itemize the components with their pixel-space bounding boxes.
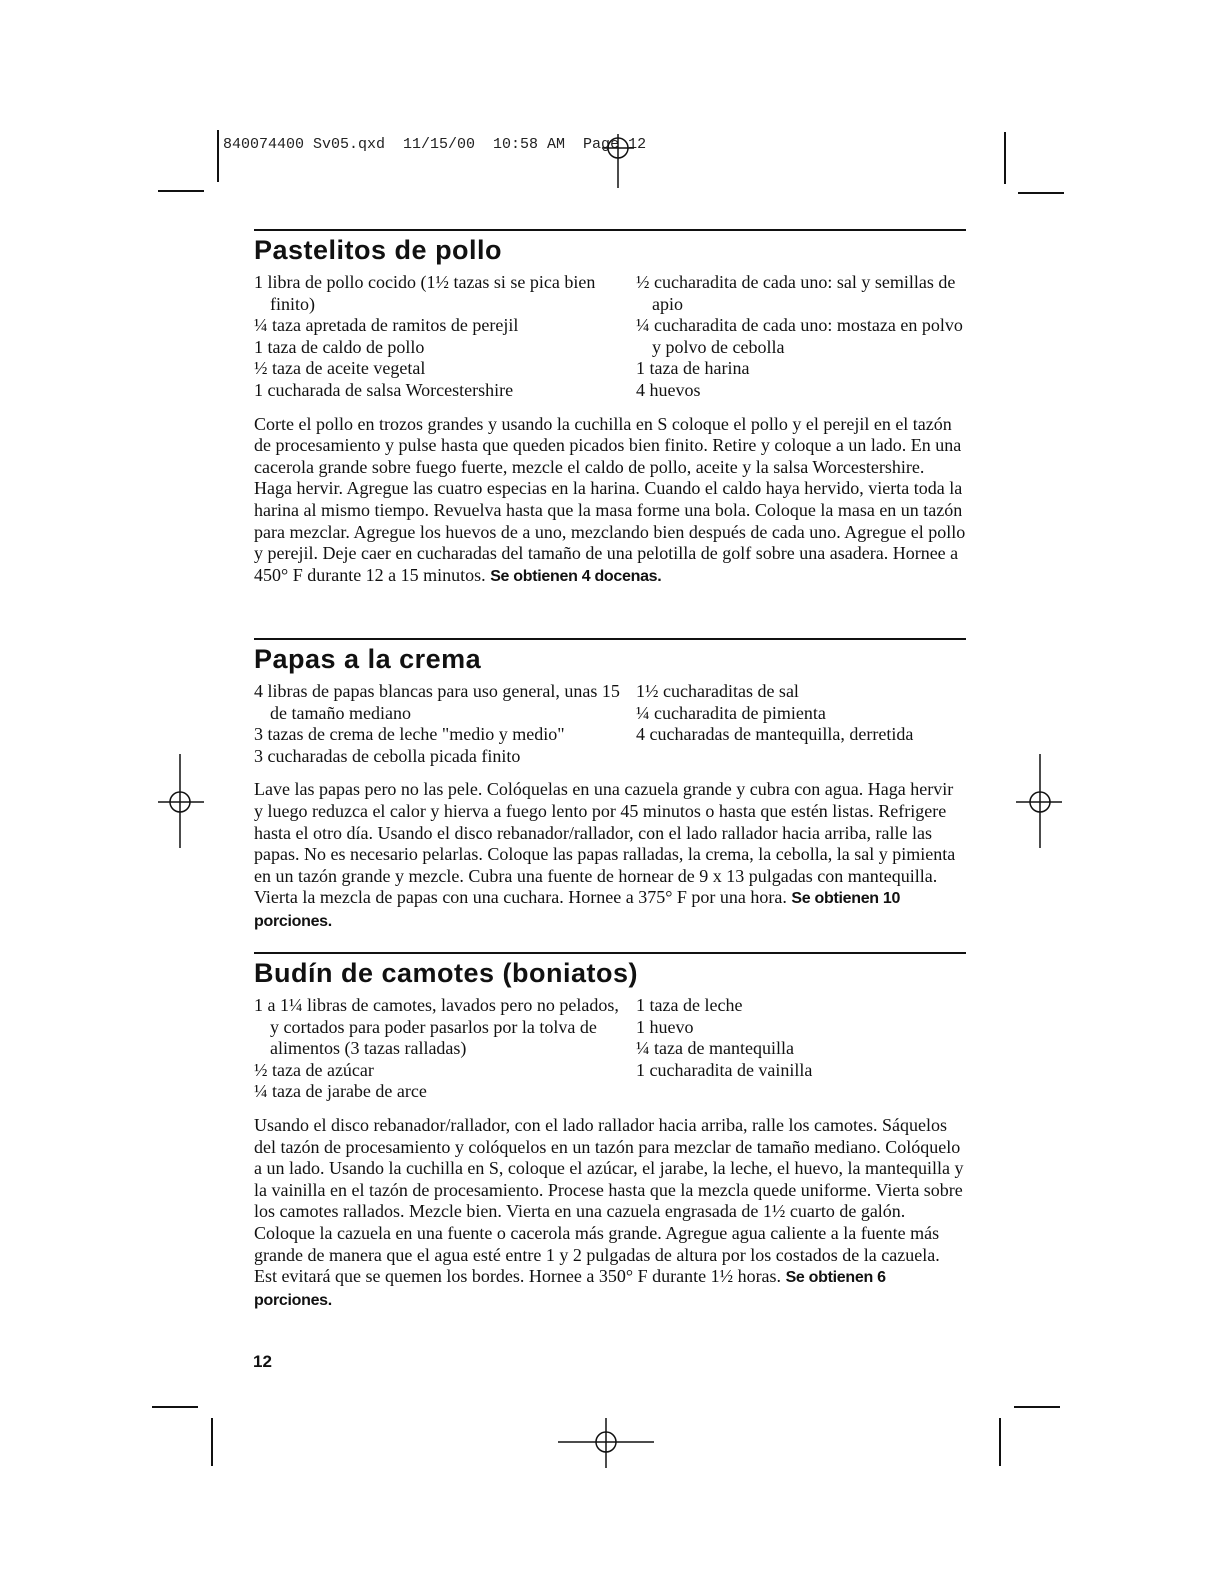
recipe-papas [254, 638, 966, 951]
section-rule [254, 638, 966, 640]
ingredient-item: ½ cucharadita de cada uno: sal y semillas de apio [636, 272, 956, 314]
ingredient-item: 4 huevos [636, 379, 701, 400]
ingredient-item: 3 cucharadas de cebolla picada finito [254, 745, 521, 766]
ingredient-item: 1 a 1¼ libras de camotes, lavados pero no pelados, y cortados para poder pasarlos por la tolva de alimentos (3 tazas ralladas) [254, 995, 619, 1059]
recipe-method [254, 779, 966, 932]
ingredient-column [254, 995, 636, 1103]
ingredient-item: 1 taza de harina [636, 358, 750, 379]
recipe-method [254, 414, 966, 588]
ingredient-item: 1½ cucharaditas de sal [636, 681, 799, 701]
ingredient-list [254, 995, 966, 1103]
recipe-yield: Se obtienen 4 docenas. [490, 567, 662, 585]
ingredient-item: ¼ taza de mantequilla [636, 1038, 794, 1059]
ingredient-item: ½ taza de azúcar [254, 1059, 374, 1080]
crop-mark [158, 190, 204, 192]
recipe-title: Papas a la crema [254, 644, 482, 674]
ingredient-column [636, 995, 966, 1103]
page-number: 12 [253, 1352, 272, 1371]
method-text: Lave las papas pero no las pele. Colóquelas en una cazuela grande y cubra con agua. Haga hervir y luego reduzca el calor y hierva a fuego lento por 45 minutos o hasta que estén listas. Refrigere hasta el otro día. Usando el disco rebanador/rallador, con el lado rallador hacia arriba, ralle las papas. No es necesario pelarlas. Coloque las papas ralladas, la crema, la cebolla, la sal y pimienta en un tazón grande y mezcle. Cubra una fuente de hornear de 9 x 13 pulgadas con mantequilla. Vierta la mezcla de papas con una cuchara. Hornee a 375° F por una hora. [254, 779, 956, 908]
ingredient-item: 3 tazas de crema de leche "medio y medio" [254, 724, 565, 745]
ingredient-list [254, 272, 966, 402]
ingredient-column [636, 681, 966, 767]
ingredient-item: ¼ taza apretada de ramitos de perejil [254, 315, 519, 336]
crop-mark [217, 130, 219, 182]
ingredient-item: 4 libras de papas blancas para uso general, unas 15 de tamaño mediano [254, 681, 620, 723]
ingredient-column [254, 681, 636, 767]
ingredient-item: 1 huevo [636, 1016, 694, 1037]
registration-mark-icon [588, 130, 648, 190]
section-rule [254, 952, 966, 954]
ingredient-item: ¼ taza de jarabe de arce [254, 1081, 427, 1102]
registration-mark-icon [156, 752, 206, 852]
slug-line: 840074400 Sv05.qxd 11/15/00 10:58 AM Page 12 [223, 136, 647, 153]
ingredient-item: 1 taza de leche [636, 995, 743, 1015]
ingredient-column [636, 272, 966, 402]
recipe-method [254, 1115, 966, 1311]
registration-mark-icon [556, 1414, 656, 1470]
recipe-pastelitos [254, 229, 966, 605]
method-text: Corte el pollo en trozos grandes y usando la cuchilla en S coloque el pollo y el perejil en el tazón de procesamiento y pulse hasta que queden picados bien finito. Retire y coloque a un lado. En una cacerola grande sobre fuego fuerte, mezcle el caldo de pollo, aceite y la salsa Worcestershire. Haga hervir. Agregue las cuatro especias en la harina. Cuando el caldo haya hervido, vierta toda la harina al mismo tiempo. Revuelva hasta que la masa forme una bola. Coloque la masa en un tazón para mezclar. Agregue los huevos de a uno, mezclando bien después de cada uno. Agregue el pollo y perejil. Deje caer en cucharadas del tamaño de una pelotilla de golf sobre una asadera. Hornee a 450° F durante 12 a 15 minutos. [254, 413, 966, 585]
ingredient-column [254, 272, 636, 402]
recipe-budin [254, 952, 966, 1329]
method-text: Usando el disco rebanador/rallador, con el lado rallador hacia arriba, ralle los camotes. Sáquelos del tazón de procesamiento y colóquelos en un tazón para mezclar de tamaño mediano. Colóquelo a un lado. Usando la cuchilla en S, coloque el azúcar, el jarabe, la leche, el huevo, la mantequilla y la vainilla en el tazón de procesamiento. Procese hasta que la mezcla quede uniforme. Vierta sobre los camotes rallados. Mezcle bien. Vierta en una cazuela engrasada de 1½ cuarto de galón. Coloque la cazuela en una fuente o cacerola más grande. Agregue agua caliente a la fuente más grande de manera que el agua esté entre 1 y 2 pulgadas de altura por los costados de la cazuela. Est evitará que se quemen los bordes. Hornee a 350° F durante 1½ horas. [254, 1114, 964, 1287]
crop-mark [999, 1418, 1001, 1466]
ingredient-item: 1 cucharada de salsa Worcestershire [254, 379, 514, 400]
recipe-yield: Se obtienen 6 porciones. [254, 1269, 886, 1309]
section-rule [254, 229, 966, 231]
ingredient-item: ¼ cucharadita de pimienta [636, 702, 826, 723]
ingredient-list [254, 681, 966, 767]
crop-mark [1004, 132, 1006, 184]
recipe-title: Pastelitos de pollo [254, 235, 503, 265]
registration-mark-icon [1014, 752, 1064, 852]
ingredient-item: ½ taza de aceite vegetal [254, 358, 426, 379]
ingredient-item: 4 cucharadas de mantequilla, derretida [636, 724, 914, 745]
ingredient-item: 1 cucharadita de vainilla [636, 1059, 813, 1080]
crop-mark [211, 1418, 213, 1466]
recipe-title: Budín de camotes (boniatos) [254, 958, 639, 988]
ingredient-item: ¼ cucharadita de cada uno: mostaza en polvo y polvo de cebolla [636, 315, 963, 357]
ingredient-item: 1 taza de caldo de pollo [254, 336, 425, 357]
crop-mark [1014, 1406, 1060, 1408]
crop-mark [152, 1406, 198, 1408]
ingredient-item: 1 libra de pollo cocido (1½ tazas si se pica bien finito) [254, 272, 596, 314]
crop-mark [1018, 192, 1064, 194]
recipe-yield: Se obtienen 10 porciones. [254, 890, 901, 930]
